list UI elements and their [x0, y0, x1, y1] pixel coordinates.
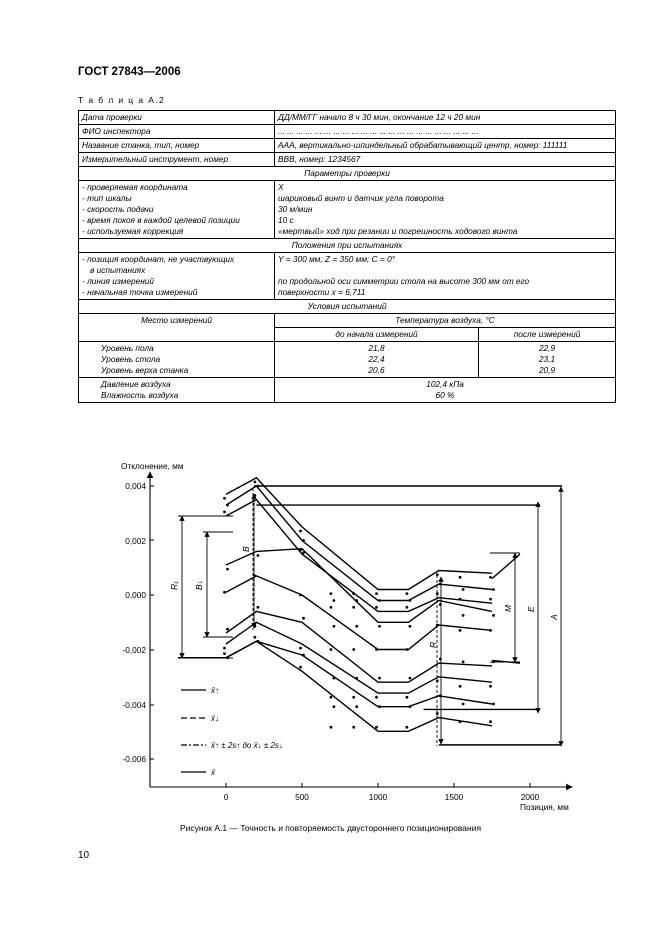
- measurement-point: [223, 497, 226, 500]
- temp-value: 23,1: [538, 354, 556, 364]
- measurement-point: [459, 629, 462, 632]
- param-label: - используемая коррекция: [82, 226, 184, 236]
- measurement-point: [489, 629, 492, 632]
- y-tick-label: -0,002: [122, 645, 146, 655]
- before-header: до начала измерений: [275, 328, 479, 342]
- measurement-point: [330, 648, 333, 651]
- param-label: - скорость подачи: [82, 204, 154, 214]
- measurement-point: [492, 703, 495, 706]
- series-line: [226, 478, 492, 590]
- y-tick-label: -0,004: [122, 700, 146, 710]
- param-label: - тип шкалы: [82, 193, 132, 203]
- series-line: [226, 641, 492, 706]
- place-label: Уровень стола: [101, 354, 161, 364]
- label-cell: ФИО инспектора: [79, 125, 275, 139]
- measurement-point: [302, 539, 305, 542]
- measurement-point: [406, 648, 409, 651]
- measurement-point: [352, 606, 355, 609]
- param-value: X: [278, 182, 284, 192]
- measurement-point: [352, 592, 355, 595]
- measurement-point: [302, 551, 305, 554]
- temp-value: 21,8: [368, 343, 385, 353]
- temp-value: 20,6: [368, 365, 385, 375]
- y-tick-label: 0,000: [125, 590, 146, 600]
- dim-label-r1: R₁: [169, 581, 179, 590]
- measurement-point: [330, 592, 333, 595]
- x-ticks: [224, 792, 540, 802]
- measurement-point: [257, 640, 260, 643]
- y-ticks: [122, 481, 146, 764]
- x-tick-label: 2000: [520, 792, 540, 802]
- measurement-point: [409, 677, 412, 680]
- measurement-point: [409, 625, 412, 628]
- temp-value: 22,4: [368, 354, 385, 364]
- measurement-point: [299, 647, 302, 650]
- measurement-point: [378, 705, 381, 708]
- param-value: 10 с: [278, 215, 294, 225]
- measurement-point: [489, 598, 492, 601]
- measurement-point: [459, 685, 462, 688]
- measurement-point: [333, 625, 336, 628]
- conditions-title: Условия испытаний: [79, 300, 616, 314]
- measurement-point: [330, 726, 333, 729]
- position-label: - позиция координат, не участвующих: [82, 254, 235, 264]
- measurement-point: [355, 599, 358, 602]
- measurement-point: [462, 614, 465, 617]
- measurement-point: [254, 481, 257, 484]
- measurement-point: [406, 592, 409, 595]
- x-tick-label: 0: [223, 792, 229, 802]
- measurement-point: [352, 726, 355, 729]
- label-cell: Дата проверки: [79, 111, 275, 125]
- x-tick-label: 1000: [368, 792, 388, 802]
- value-cell: ААА, вертикально-шпиндельный обрабатывающий центр, номер: 111111: [275, 139, 616, 153]
- temp-value: 20,9: [538, 365, 556, 375]
- series-line: [226, 486, 492, 601]
- measurement-point: [355, 625, 358, 628]
- measurement-point: [333, 705, 336, 708]
- place-label: Уровень верха станка: [101, 365, 189, 375]
- legend-label: x̄↓: [211, 714, 219, 723]
- param-label: - время покоя в каждой целевой позиции: [82, 215, 240, 225]
- dim-label-a: A: [549, 614, 559, 620]
- legend-label: x̄: [211, 768, 215, 777]
- measurement-point: [330, 696, 333, 699]
- place-label: Уровень пола: [101, 343, 154, 353]
- measurement-point: [462, 660, 465, 663]
- positions-title: Положения при испытаниях: [79, 239, 616, 253]
- series-line: [226, 500, 492, 612]
- measurement-point: [492, 614, 495, 617]
- measurement-point: [378, 625, 381, 628]
- dim-label-r: R: [428, 641, 438, 648]
- measurement-point: [257, 606, 260, 609]
- page-number: 10: [78, 850, 90, 861]
- legend: [181, 690, 206, 772]
- position-value: по продольной оси симметрии стола на высоте 300 мм от его: [278, 276, 530, 286]
- measurement-point: [378, 677, 381, 680]
- table-caption: Т а б л и ц а А.2: [78, 95, 166, 105]
- dim-label-b-down: B↓: [194, 580, 204, 590]
- temp-header: Температура воздуха, °С: [275, 314, 616, 328]
- dim-label-b: B: [241, 546, 251, 552]
- temp-value: 22,9: [538, 343, 556, 353]
- measurement-point: [462, 588, 465, 591]
- legend-label: x̄↑: [211, 686, 219, 695]
- measurement-point: [330, 606, 333, 609]
- measurement-point: [299, 549, 302, 552]
- measurement-point: [355, 677, 358, 680]
- value-cell: ... ... ... ... ... ... ... ... ... ... ... ... ... ... ... ... ... ... ... ... ... ...: [275, 125, 616, 139]
- after-header: после измерений: [479, 328, 616, 342]
- position-label: - начальная точка измерений: [82, 287, 198, 297]
- measurement-point: [299, 530, 302, 533]
- series-line: [226, 576, 492, 650]
- params-title: Параметры проверки: [79, 167, 616, 181]
- measurement-point: [302, 654, 305, 657]
- humidity-label: Влажность воздуха: [101, 390, 179, 400]
- measurement-point: [257, 485, 260, 488]
- measurement-point: [223, 591, 226, 594]
- y-tick-label: -0,006: [122, 754, 146, 764]
- measurement-point: [406, 726, 409, 729]
- measurement-point: [489, 720, 492, 723]
- measurement-point: [375, 726, 378, 729]
- param-value: «мертвый» ход при резании и погрешность ходового винта: [278, 226, 518, 236]
- label-cell: Измерительный инструмент, номер: [79, 153, 275, 167]
- pressure-value: 102,4 кПа: [426, 379, 464, 389]
- measurement-point: [492, 588, 495, 591]
- measurement-point: [409, 705, 412, 708]
- param-label: - проверяемая координата: [82, 182, 188, 192]
- measurement-point: [459, 598, 462, 601]
- measurement-point: [254, 636, 257, 639]
- label-cell: Название станка, тип, номер: [79, 139, 275, 153]
- measurement-point: [489, 685, 492, 688]
- measurement-point: [299, 666, 302, 669]
- position-value: поверхности x = 6,711: [278, 287, 366, 297]
- series-line: [226, 641, 492, 731]
- document-header: ГОСТ 27843—2006: [78, 66, 181, 78]
- measurement-point: [375, 592, 378, 595]
- measurement-point: [459, 576, 462, 579]
- measurement-point: [302, 617, 305, 620]
- value-cell: ВВВ, номер: 1234567: [275, 153, 616, 167]
- figure-caption: Рисунок А.1 — Точность и повторяемость двустороннего позиционирования: [179, 823, 482, 833]
- y-tick-label: 0,004: [125, 481, 146, 491]
- measurement-point: [352, 648, 355, 651]
- y-tick-label: 0,002: [125, 536, 146, 546]
- measurement-point: [226, 504, 229, 507]
- measurement-point: [409, 599, 412, 602]
- envelope-extension-line: [492, 554, 520, 579]
- measurement-point: [406, 606, 409, 609]
- measurement-point: [226, 628, 229, 631]
- measurement-point: [226, 568, 229, 571]
- pressure-label: Давление воздуха: [101, 379, 171, 389]
- series-line: [226, 622, 492, 693]
- param-value: 30 м/мин: [278, 204, 313, 214]
- measurement-point: [333, 677, 336, 680]
- measurement-point: [223, 511, 226, 514]
- measurement-point: [378, 599, 381, 602]
- measurement-point: [333, 599, 336, 602]
- x-tick-label: 500: [295, 792, 309, 802]
- measurement-point: [223, 652, 226, 655]
- measurement-point: [352, 696, 355, 699]
- measurement-point: [462, 703, 465, 706]
- measurement-point: [489, 576, 492, 579]
- measurement-point: [375, 696, 378, 699]
- measurement-point: [375, 606, 378, 609]
- position-value: Y = 300 мм; Z = 350 мм; C = 0°: [278, 254, 396, 264]
- measurement-point: [299, 594, 302, 597]
- value-cell: ДД/ММ/ГГ начало 8 ч 30 мин, окончание 12 ч 20 мин: [275, 111, 616, 125]
- measurement-point: [223, 647, 226, 650]
- measurement-point: [406, 696, 409, 699]
- x-axis-label: Позиция, мм: [520, 802, 569, 812]
- position-label: - линия измерений: [82, 276, 154, 286]
- position-label: в испытаниях: [90, 265, 146, 275]
- legend-label: x̄↑ ± 2s↑ до x̄↓ ± 2s↓: [211, 741, 283, 750]
- y-axis-label: Отклонение, мм: [121, 461, 184, 471]
- dim-label-m: M: [503, 604, 513, 612]
- measurement-point: [257, 554, 260, 557]
- humidity-value: 60 %: [435, 390, 455, 400]
- param-value: шариковый винт и датчик угла поворота: [278, 193, 444, 203]
- dim-label-e: E: [526, 606, 536, 612]
- measurement-point: [459, 720, 462, 723]
- place-header: Место измерений: [79, 314, 275, 342]
- x-tick-label: 1500: [444, 792, 464, 802]
- measurement-point: [375, 648, 378, 651]
- measurement-point: [355, 705, 358, 708]
